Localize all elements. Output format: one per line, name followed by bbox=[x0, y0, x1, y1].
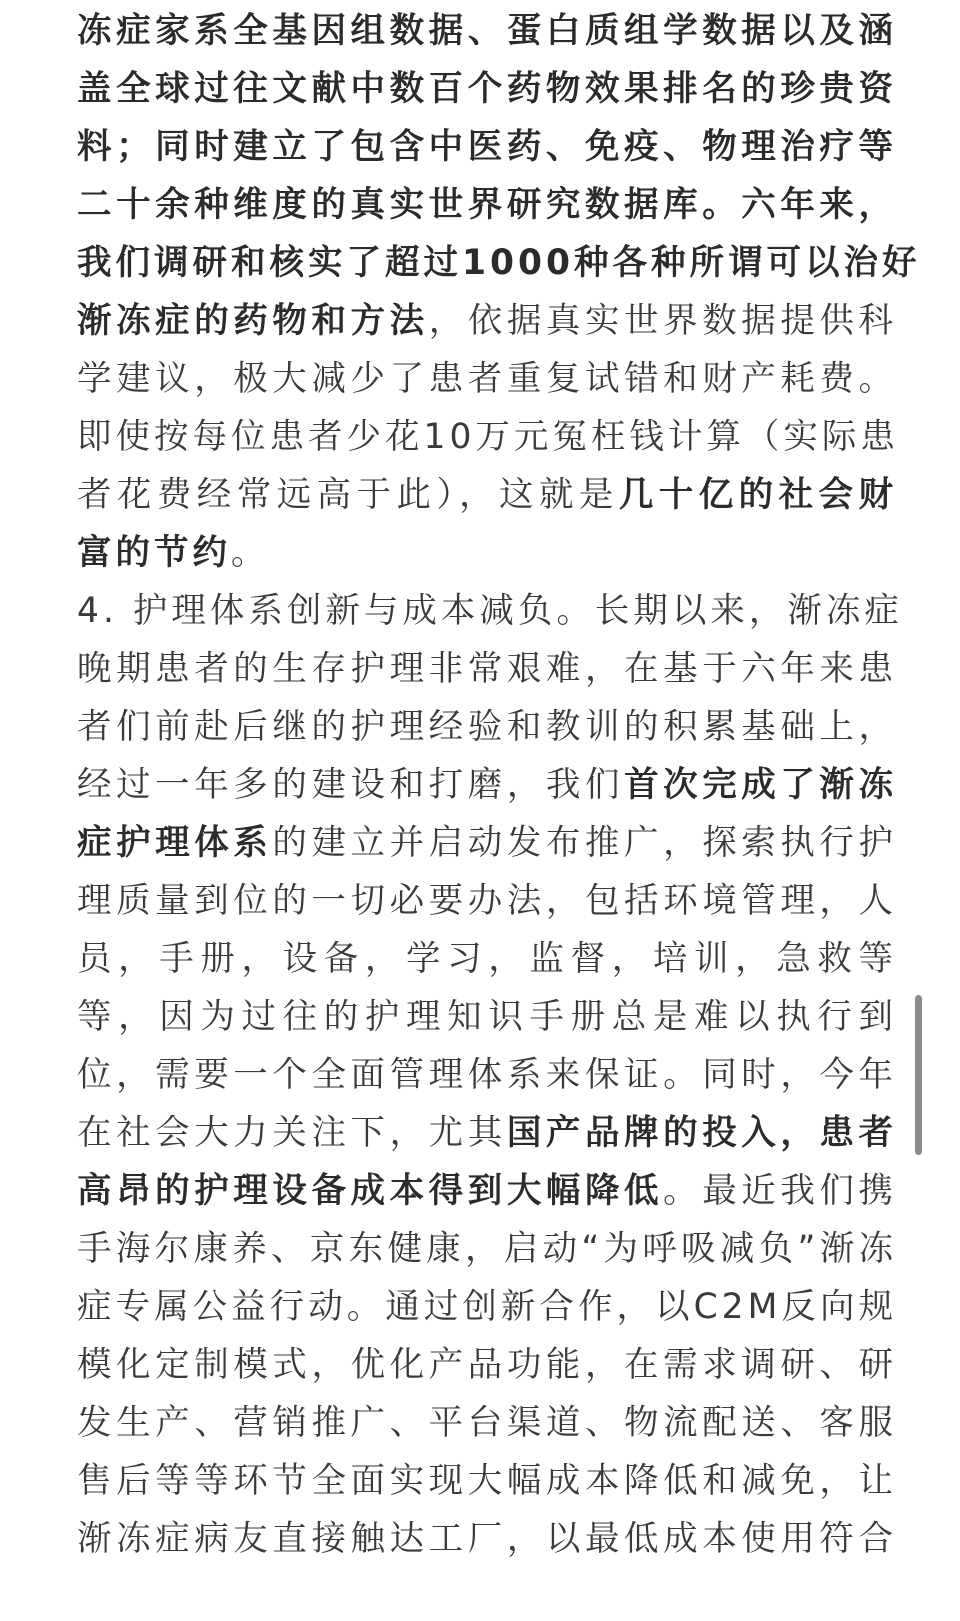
text-run: ，依据真实世界数据提供科 bbox=[428, 301, 898, 341]
text-line bbox=[77, 2, 897, 60]
text-run: 盖全球过往文献中数百个药物效果排名的珍贵资 bbox=[77, 69, 897, 109]
text-run: 首次完成了渐冻 bbox=[624, 765, 898, 805]
text-run: 富的节约 bbox=[77, 533, 231, 573]
text-line bbox=[77, 640, 897, 698]
text-run: 国产品牌的投入，患者 bbox=[506, 1113, 898, 1153]
text-run: 几十亿的社会财 bbox=[618, 475, 897, 515]
text-line bbox=[77, 466, 897, 524]
text-run: 晚期患者的生存护理非常艰难，在基于六年来患 bbox=[77, 649, 897, 689]
text-run: 模化定制模式，优化产品功能，在需求调研、研 bbox=[77, 1345, 897, 1385]
text-run: 位，需要一个全面管理体系来保证。同时，今年 bbox=[77, 1055, 897, 1095]
text-run: 症专属公益行动。通过创新合作，以C2M反向规 bbox=[77, 1287, 897, 1327]
text-line bbox=[77, 350, 897, 408]
text-run: 的建立并启动发布推广，探索执行护 bbox=[272, 823, 897, 863]
text-run: 料；同时建立了包含中医药、免疫、物理治疗等 bbox=[77, 127, 897, 167]
text-run: 症护理体系 bbox=[77, 823, 273, 863]
text-line bbox=[77, 118, 897, 176]
text-line bbox=[77, 756, 897, 814]
text-line bbox=[77, 1510, 897, 1568]
text-line bbox=[77, 582, 903, 640]
text-line bbox=[77, 1046, 897, 1104]
text-line bbox=[77, 1394, 897, 1452]
text-run: 员，手册，设备，学习，监督，培训，急救等 bbox=[77, 939, 897, 979]
text-run: 渐冻症的药物和方法 bbox=[77, 301, 429, 341]
text-run: 学建议，极大减少了患者重复试错和财产耗费。 bbox=[77, 359, 897, 399]
text-line bbox=[77, 930, 897, 988]
text-run: 手海尔康养、京东健康，启动“为呼吸减负”渐冻 bbox=[77, 1229, 897, 1269]
text-run: 等，因为过往的护理知识手册总是难以执行到 bbox=[77, 997, 897, 1037]
text-line bbox=[77, 698, 897, 756]
text-run: 在社会大力关注下，尤其 bbox=[77, 1113, 507, 1153]
text-run: 。最近我们携 bbox=[663, 1171, 897, 1211]
article-body bbox=[77, 2, 921, 1568]
text-line bbox=[77, 988, 897, 1046]
text-line bbox=[77, 872, 897, 930]
text-run: 发生产、营销推广、平台渠道、物流配送、客服 bbox=[77, 1403, 897, 1443]
text-line bbox=[77, 176, 897, 234]
text-line bbox=[77, 234, 921, 292]
text-run: 售后等等环节全面实现大幅成本降低和减免，让 bbox=[77, 1461, 897, 1501]
text-line bbox=[77, 524, 897, 582]
text-line bbox=[77, 60, 897, 118]
text-line bbox=[77, 1104, 897, 1162]
text-run: 4. 护理体系创新与成本减负。长期以来，渐冻症 bbox=[77, 591, 903, 631]
text-line bbox=[77, 1162, 897, 1220]
text-run: 冻症家系全基因组数据、蛋白质组学数据以及涵 bbox=[77, 11, 897, 51]
text-line bbox=[77, 292, 897, 350]
text-line bbox=[77, 408, 897, 466]
text-run: 高昂的护理设备成本得到大幅降低 bbox=[77, 1171, 664, 1211]
text-run: 经过一年多的建设和打磨，我们 bbox=[77, 765, 625, 805]
paragraph-intro bbox=[77, 2, 921, 582]
text-run: 理质量到位的一切必要办法，包括环境管理，人 bbox=[77, 881, 897, 921]
text-line bbox=[77, 1452, 897, 1510]
scrollbar-thumb[interactable] bbox=[915, 995, 922, 1155]
text-run: 者们前赴后继的护理经验和教训的积累基础上， bbox=[77, 707, 897, 747]
text-line bbox=[77, 814, 897, 872]
text-run: 即使按每位患者少花10万元冤枉钱计算（实际患 bbox=[77, 417, 899, 457]
text-run: 二十余种维度的真实世界研究数据库。六年来， bbox=[77, 185, 897, 225]
text-run: 渐冻症病友直接触达工厂，以最低成本使用符合 bbox=[77, 1519, 897, 1559]
text-line bbox=[77, 1336, 897, 1394]
paragraph-4 bbox=[77, 582, 903, 1568]
text-run: 者花费经常远高于此），这就是 bbox=[77, 475, 619, 515]
text-run: 。 bbox=[231, 533, 270, 573]
text-line bbox=[77, 1220, 897, 1278]
text-line bbox=[77, 1278, 897, 1336]
text-run: 我们调研和核实了超过1000种各种所谓可以治好 bbox=[77, 243, 921, 283]
